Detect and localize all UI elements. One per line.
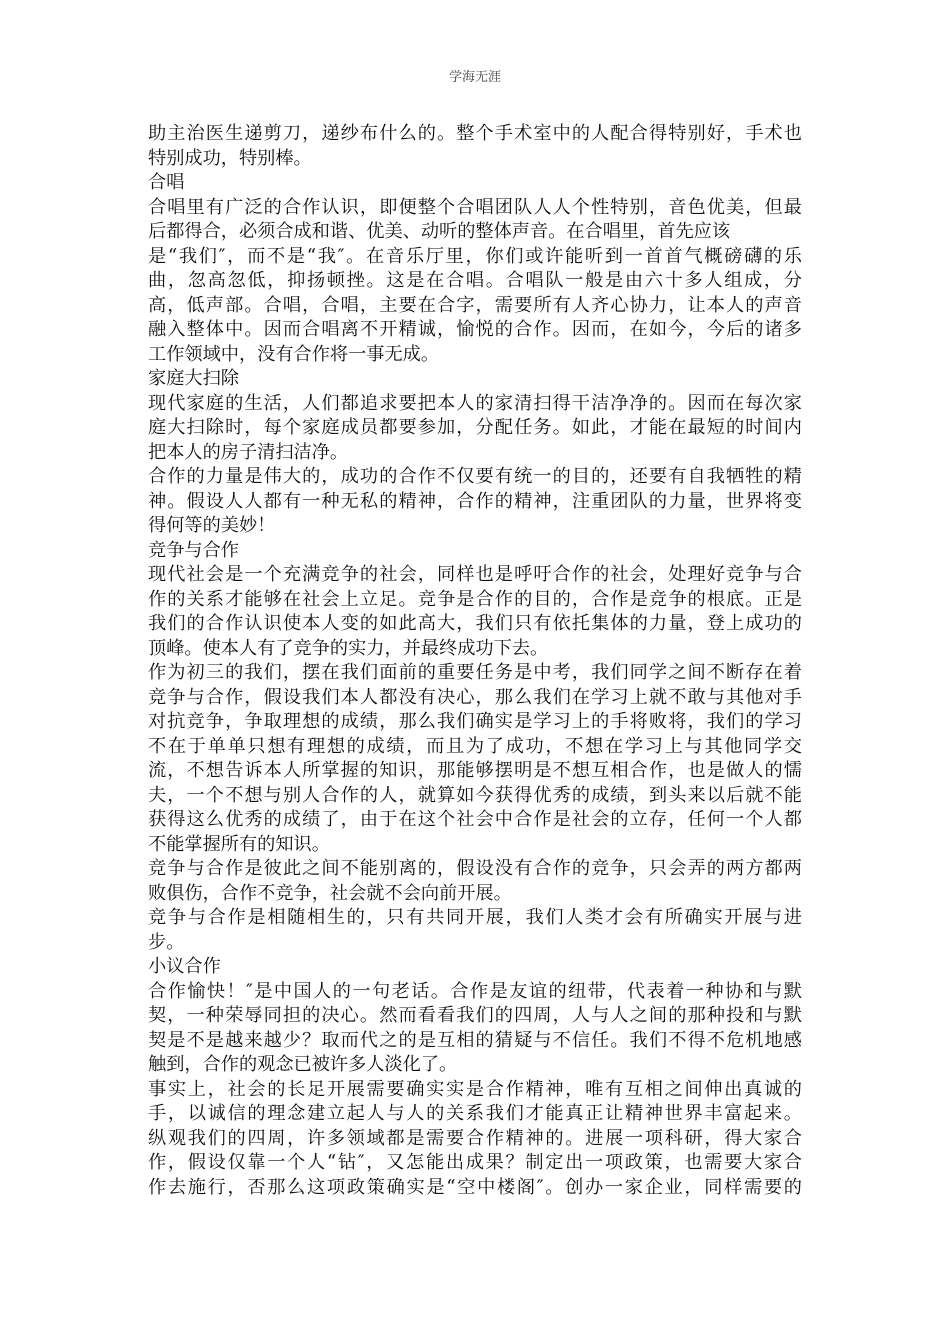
text-line: 合作愉快！″是中国人的一句老话。合作是友谊的纽带，代表着一种协和与默 bbox=[148, 980, 802, 1002]
text-line: 竞争与合作是相随相生的，只有共同开展，我们人类才会有所确实开展与进 bbox=[148, 907, 802, 928]
text-line: 我们的合作认识使本人变的如此高大，我们只有依托集体的力量，登上成功的 bbox=[148, 613, 802, 634]
text-line: 是“我们″，而不是“我″。在音乐厅里，你们或许能听到一首首气概磅礴的乐 bbox=[148, 245, 802, 267]
text-line: 助主治医生递剪刀，递纱布什么的。整个手术室中的人配合得特别好，手术也 bbox=[148, 123, 802, 144]
text-line: 融入整体中。因而合唱离不开精诚，愉悦的合作。因而，在如今，今后的诸多 bbox=[148, 319, 802, 340]
text-line: 夫，一个不想与别人合作的人，就算如今获得优秀的成绩，到头来以后就不能 bbox=[148, 784, 802, 806]
text-line: 纵观我们的四周，许多领域都是需要合作精神的。进展一项科研，得大家合 bbox=[148, 1127, 802, 1149]
text-line: 特别成功，特别棒。 bbox=[148, 147, 312, 169]
text-line: 后都得合，必须合成和谐、优美、动听的整体声音。在合唱里，首先应该 bbox=[148, 221, 731, 242]
text-line: 手，以诚信的理念建立起人与人的关系我们才能真正让精神世界丰富起来。 bbox=[148, 1103, 802, 1124]
text-line: 作，假设仅靠一个人“钻″，又怎能出成果？制定出一项政策，也需要大家合 bbox=[148, 1152, 802, 1173]
text-line: 合作的力量是伟大的，成功的合作不仅要有统一的目的，还要有自我牺牲的精 bbox=[148, 466, 802, 487]
text-line: 作去施行，否那么这项政策确实是“空中楼阁″。创办一家企业，同样需要的 bbox=[148, 1176, 802, 1198]
text-line: 家庭大扫除 bbox=[148, 368, 239, 389]
text-line: 小议合作 bbox=[148, 956, 221, 977]
text-line: 把本人的房子清扫洁净。 bbox=[148, 441, 349, 463]
text-line: 契是不是越来越少？取而代之的是互相的猜疑与不信任。我们不得不危机地感 bbox=[148, 1029, 802, 1051]
text-line: 现代社会是一个充满竞争的社会，同样也是呼吁合作的社会，处理好竞争与合 bbox=[148, 564, 802, 585]
text-line: 流，不想告诉本人所掌握的知识，那能够摆明是不想互相合作，也是做人的懦 bbox=[148, 760, 802, 781]
text-line: 神。假设人人都有一种无私的精神，合作的精神，注重团队的力量，世界将变 bbox=[148, 490, 802, 512]
text-line: 高，低声部。合唱，合唱，主要在合字，需要所有人齐心协力，让本人的声音 bbox=[148, 294, 802, 316]
page-header: 学海无涯 bbox=[448, 70, 501, 85]
text-line: 作为初三的我们，摆在我们面前的重要任务是中考，我们同学之间不断存在着 bbox=[148, 662, 802, 683]
text-line: 合唱 bbox=[148, 172, 185, 193]
text-line: 竞争与合作 bbox=[148, 539, 239, 561]
text-line: 不在于单单只想有理想的成绩，而且为了成功，不想在学习上与其他同学交 bbox=[148, 735, 802, 757]
text-line: 竞争与合作，假设我们本人都没有决心，那么我们在学习上就不敢与其他对手 bbox=[148, 686, 802, 708]
text-line: 现代家庭的生活，人们都追求要把本人的家清扫得干洁净净的。因而在每次家 bbox=[148, 392, 802, 414]
text-line: 不能掌握所有的知识。 bbox=[148, 833, 330, 855]
text-line: 获得这么优秀的成绩了，由于在这个社会中合作是社会的立存，任何一个人都 bbox=[148, 809, 802, 830]
text-line: 庭大扫除时，每个家庭成员都要参加，分配任务。如此，才能在最短的时间内 bbox=[148, 417, 802, 438]
text-line: 败俱伤，合作不竞争，社会就不会向前开展。 bbox=[148, 882, 512, 904]
text-line: 契，一种荣辱同担的决心。然而看看我们的四周，人与人之间的那种投和与默 bbox=[148, 1005, 802, 1026]
text-line: 合唱里有广泛的合作认识，即便整个合唱团队人人个性特别，音色优美，但最 bbox=[148, 196, 802, 218]
text-line: 工作领域中，没有合作将一事无成。 bbox=[148, 343, 440, 365]
text-line: 曲，忽高忽低，抑扬顿挫。这是在合唱。合唱队一般是由六十多人组成，分 bbox=[148, 270, 802, 291]
text-line: 对抗竞争，争取理想的成绩，那么我们确实是学习上的手将败将，我们的学习 bbox=[148, 711, 802, 732]
text-line: 步。 bbox=[148, 931, 185, 953]
text-line: 作的关系才能够在社会上立足。竞争是合作的目的，合作是竞争的根底。正是 bbox=[148, 588, 802, 610]
text-line: 顶峰。使本人有了竞争的实力，并最终成功下去。 bbox=[148, 637, 549, 659]
text-line: 事实上，社会的长足开展需要确实实是合作精神，唯有互相之间伸出真诚的 bbox=[148, 1078, 802, 1100]
document-body bbox=[148, 122, 802, 1200]
text-line: 得何等的美妙！ bbox=[148, 515, 276, 536]
text-line: 触到，合作的观念已被许多人淡化了。 bbox=[148, 1054, 458, 1075]
text-line: 竞争与合作是彼此之间不能别离的，假设没有合作的竞争，只会弄的两方都两 bbox=[148, 858, 802, 879]
